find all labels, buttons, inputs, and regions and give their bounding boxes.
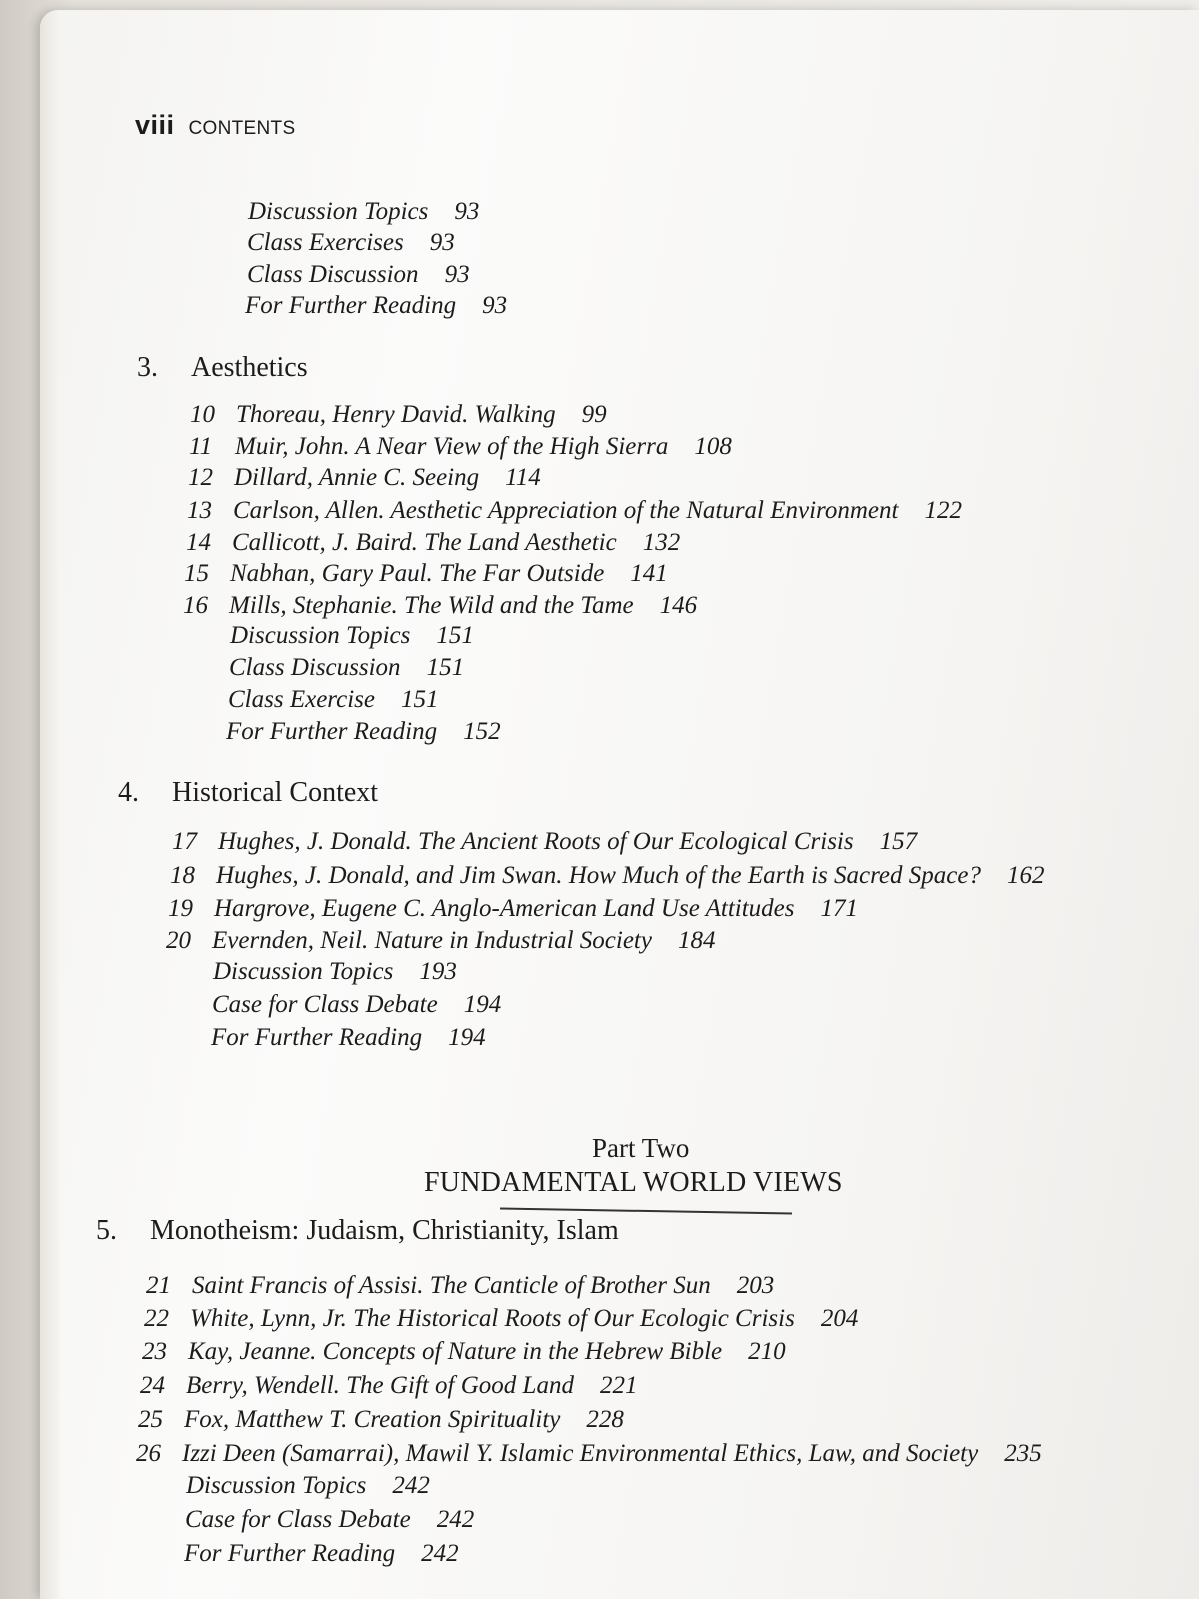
toc-entry: 10 Thoreau, Henry David. Walking 99 bbox=[190, 401, 607, 428]
toc-extra: Case for Class Debate 194 bbox=[212, 991, 502, 1018]
toc-extra: Class Discussion 93 bbox=[247, 261, 470, 288]
toc-extra: Discussion Topics 151 bbox=[230, 622, 474, 649]
running-title: CONTENTS bbox=[188, 118, 296, 139]
toc-entry: 21 Saint Francis of Assisi. The Canticle of Brother Sun 203 bbox=[146, 1272, 775, 1299]
toc-entry: 24 Berry, Wendell. The Gift of Good Land 221 bbox=[140, 1372, 638, 1399]
toc-extra: Discussion Topics 193 bbox=[213, 958, 457, 985]
toc-entry: 14 Callicott, J. Baird. The Land Aesthetic 132 bbox=[186, 529, 681, 556]
toc-extra: Class Discussion 151 bbox=[229, 654, 465, 681]
running-head bbox=[135, 110, 295, 141]
toc-extra: Case for Class Debate 242 bbox=[185, 1506, 475, 1533]
chapter-heading: 4. Historical Context bbox=[118, 777, 379, 808]
toc-entry: 16 Mills, Stephanie. The Wild and the Tame 146 bbox=[183, 592, 698, 619]
toc-entry: 11 Muir, John. A Near View of the High Sierra 108 bbox=[189, 433, 732, 460]
toc-extra: For Further Reading 194 bbox=[211, 1024, 486, 1051]
chapter-heading: 3. Aesthetics bbox=[137, 352, 308, 383]
page-number: viii bbox=[135, 110, 175, 140]
toc-extra: Class Exercises 93 bbox=[247, 229, 455, 256]
toc-entry: 17 Hughes, J. Donald. The Ancient Roots of Our Ecological Crisis 157 bbox=[172, 828, 918, 855]
toc-entry: 18 Hughes, J. Donald, and Jim Swan. How Much of the Earth is Sacred Space? 162 bbox=[170, 862, 1045, 889]
part-title: FUNDAMENTAL WORLD VIEWS bbox=[424, 1167, 843, 1198]
toc-extra: Class Exercise 151 bbox=[228, 686, 439, 713]
page-edge bbox=[40, 10, 60, 1599]
toc-extra: Discussion Topics 93 bbox=[248, 198, 480, 225]
toc-entry: 23 Kay, Jeanne. Concepts of Nature in the Hebrew Bible 210 bbox=[142, 1338, 786, 1365]
toc-entry: 22 White, Lynn, Jr. The Historical Roots of Our Ecologic Crisis 204 bbox=[144, 1305, 859, 1332]
toc-entry: 12 Dillard, Annie C. Seeing 114 bbox=[188, 464, 541, 491]
toc-entry: 19 Hargrove, Eugene C. Anglo-American Land Use Attitudes 171 bbox=[168, 895, 858, 922]
toc-entry: 25 Fox, Matthew T. Creation Spirituality 228 bbox=[138, 1406, 624, 1433]
toc-extra: For Further Reading 152 bbox=[226, 718, 501, 745]
toc-entry: 26 Izzi Deen (Samarrai), Mawil Y. Islamic Environmental Ethics, Law, and Society 235 bbox=[136, 1440, 1042, 1467]
toc-entry: 13 Carlson, Allen. Aesthetic Appreciation of the Natural Environment 122 bbox=[187, 497, 962, 524]
toc-extra: Discussion Topics 242 bbox=[186, 1472, 430, 1499]
chapter-heading: 5. Monotheism: Judaism, Christianity, Islam bbox=[96, 1215, 619, 1246]
toc-extra: For Further Reading 242 bbox=[184, 1540, 459, 1567]
toc-extra: For Further Reading 93 bbox=[245, 292, 508, 319]
toc-entry: 15 Nabhan, Gary Paul. The Far Outside 141 bbox=[184, 560, 668, 587]
toc-entry: 20 Evernden, Neil. Nature in Industrial Society 184 bbox=[166, 927, 716, 954]
part-label: Part Two bbox=[592, 1133, 690, 1163]
